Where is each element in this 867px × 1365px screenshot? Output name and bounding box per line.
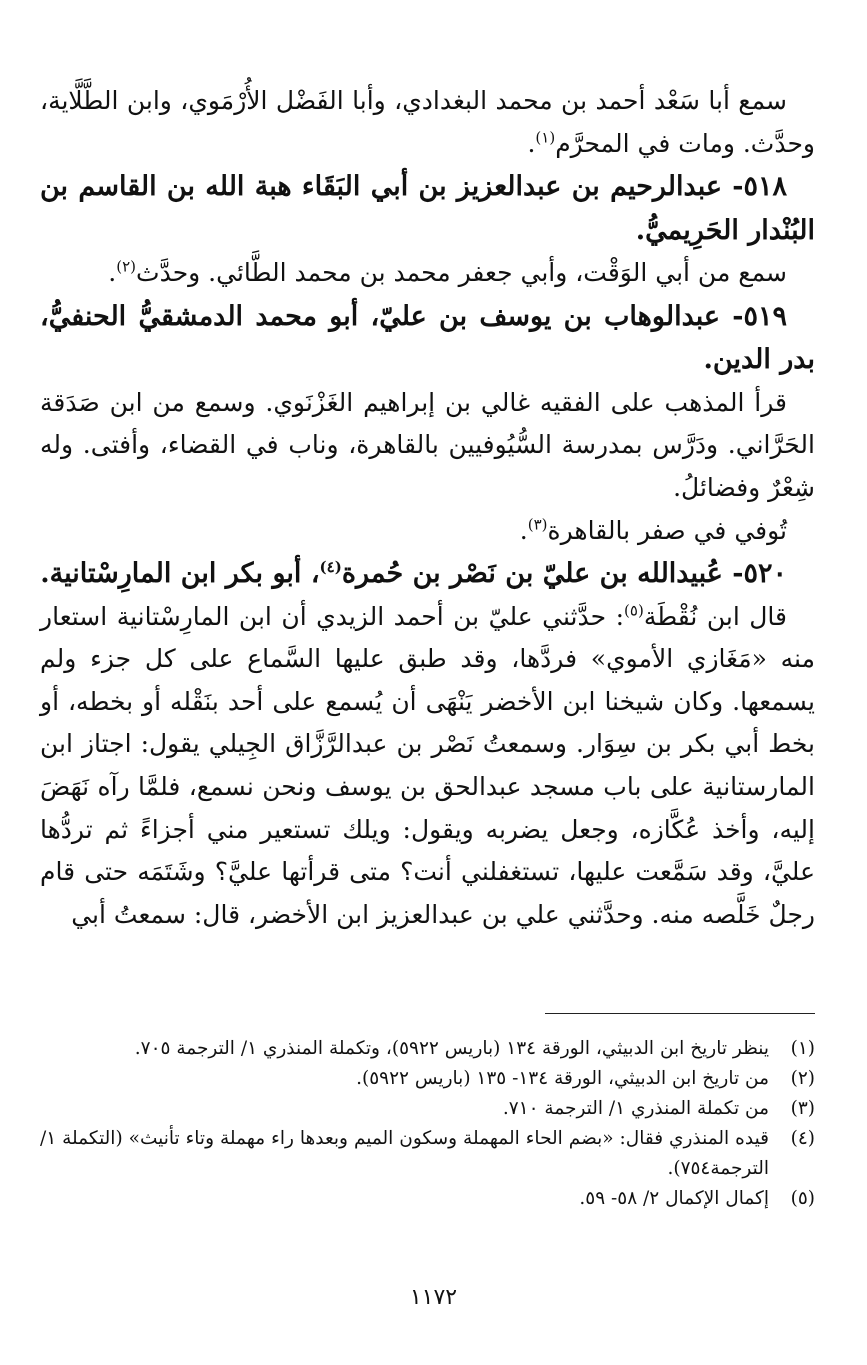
footnote-number: (٤): [790, 1128, 815, 1149]
entry-518-text: سمع من أبي الوَقْت، وأبي جعفر محمد بن محمد الطَّائي. وحدَّث$^{(٢)}$.: [108, 257, 787, 288]
footnotes: [40, 1034, 815, 1214]
paragraph-517-tail: سمع أبا سَعْد أحمد بن محمد البغدادي، وأبا الفَضْل الأُرْمَوي، وابن الطَّلَّاية، وحدَّث. ومات في المحرَّم$^{(١)}$.: [40, 86, 815, 158]
footnote-number: (١): [790, 1038, 815, 1059]
footnote-ref-5: (٥): [624, 601, 644, 620]
text-line: الطَّلَّاية، وحدَّث. ومات في المحرَّم: [40, 86, 815, 158]
footnote-text: من تاريخ ابن الدبيثي، الورقة ١٣٤- ١٣٥ (باريس ٥٩٢٢).: [356, 1068, 769, 1089]
heading-part: ، أبو بكر ابن المارِسْتانية.: [40, 558, 320, 590]
footnote-ref-1: (١): [535, 128, 556, 147]
entry-520-text: [40, 596, 815, 937]
entry-520-heading: [40, 552, 815, 596]
entry-519-text: قرأ المذهب على الفقيه غالي بن إبراهيم الغَزْنَوي. وسمع من ابن صَدَقة الحَرَّاني. ودَرَّس بمدرسة السُّيُوفيين بالقاهرة، وناب في القضاء، وأفتى. وله شِعْرٌ وفضائلُ.: [40, 387, 815, 502]
text-line: قال ابن نُقْطَة: [643, 601, 788, 631]
footnote-text: إكمال الإكمال ٢/ ٥٨- ٥٩.: [579, 1188, 769, 1209]
entry-518-heading: ٥١٨- عبدالرحيم بن عبدالعزيز بن أبي البَقَاء هبة الله بن القاسم بن البُنْدار الحَرِيميُّ.: [40, 171, 815, 246]
footnote-ref-2: (٢): [116, 257, 137, 276]
footnote-item: [40, 1094, 815, 1124]
footnote-divider: [545, 1013, 815, 1014]
footnote-text: قيده المنذري فقال: «بضم الحاء المهملة وسكون الميم وبعدها راء مهملة وتاء تأنيث» (التكملة ١/ الترجمة٧٥٤).: [40, 1128, 769, 1179]
entry-519-death: تُوفي في صفر بالقاهرة$^{(٣)}$.: [519, 515, 787, 545]
footnote-number: (٣): [790, 1098, 815, 1119]
footnote-number: (٥): [790, 1188, 815, 1209]
footnote-item: [40, 1184, 815, 1214]
footnote-number: (٢): [790, 1068, 815, 1089]
footnote-item: [40, 1124, 815, 1184]
footnote-ref-3: (٣): [527, 515, 548, 534]
heading-part: ٥٢٠- عُبيدالله بن عليّ بن نَصْر بن حُمرة: [341, 558, 787, 590]
text-line: : حدَّثني عليّ بن أحمد الزيدي أن ابن المارِسْتانية استعار منه «مَغَازي الأموي» فردَّها، وقد طبق عليها السَّماع على كل جزء ولم يسمعها. وكان شيخنا ابن الأخضر يَنْهَى أن يُسمع على أحد بنَقْله أو بخطه، أو بخط أبي بكر بن سِوَار. وسمعتُ نَصْر بن عبدالرَّزَّاق الجِيلي يقول: اجتاز ابن المارستانية على باب مسجد عبدالحق بن يوسف ونحن نسمع، فلمَّا رآه نَهَضَ إليه، وأخذ عُكَّازه، وجعل يضربه ويقول: ويلك تستعير مني أجزاءً ثم تردُّها عليَّ، وقد سَمَّعت عليها، تستغفلني أنت؟ متى قرأتها عليَّ؟ وشَتَمَه حتى قام رجلٌ خَلَّصه منه. وحدَّثني علي بن عبدالعزيز ابن الأخضر، قال: سمعتُ أبي: [40, 601, 815, 929]
footnote-ref-4: (٤): [319, 558, 342, 577]
footnote-text: من تكملة المنذري ١/ الترجمة ٧١٠.: [502, 1098, 769, 1119]
main-text: [40, 80, 815, 936]
entry-519-heading: ٥١٩- عبدالوهاب بن يوسف بن عليّ، أبو محمد الدمشقيُّ الحنفيُّ، بدر الدين.: [40, 300, 815, 376]
footnote-item: [40, 1064, 815, 1094]
text-line: سمع أبا سَعْد أحمد بن محمد البغدادي، وأبا الفَضْل الأُرْمَوي، وابن: [126, 86, 788, 115]
text-line: تُوفي في صفر بالقاهرة: [547, 515, 787, 545]
footnote-item: [40, 1034, 815, 1064]
page-number: ١١٧٢: [409, 1285, 458, 1310]
text-line: سمع من أبي الوَقْت، وأبي جعفر محمد بن محمد الطَّائي. وحدَّث: [136, 258, 787, 288]
footnote-text: ينظر تاريخ ابن الدبيثي، الورقة ١٣٤ (باريس ٥٩٢٢)، وتكملة المنذري ١/ الترجمة ٧٠٥.: [134, 1038, 769, 1059]
